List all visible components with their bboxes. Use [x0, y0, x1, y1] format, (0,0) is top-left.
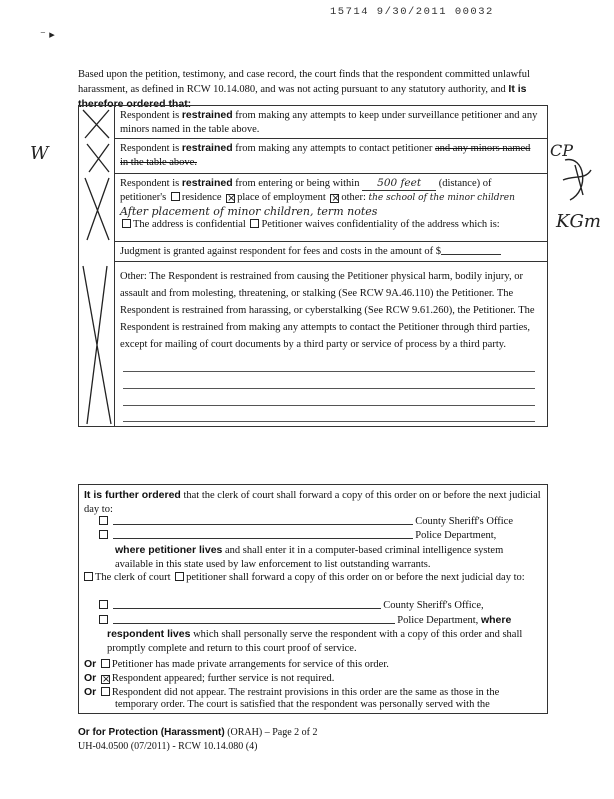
- police2-blank[interactable]: [113, 614, 395, 624]
- residence-checkbox[interactable]: [171, 192, 180, 201]
- r3-text-a: Respondent is: [120, 178, 182, 189]
- r2-bold: restrained: [181, 142, 233, 154]
- order-row-distance: [114, 174, 547, 242]
- order-row-judgment: [114, 242, 547, 262]
- blank-line: [123, 371, 535, 372]
- orders-table: [78, 105, 548, 427]
- r4-text: Judgment is granted against respondent for fees and costs in the amount of $: [120, 246, 442, 257]
- r3-waive: Petitioner waives confidentiality of the address which is:: [261, 219, 500, 231]
- r1-bold: restrained: [181, 109, 233, 121]
- footer-title-rest: (ORAH) – Page 2 of 2: [224, 727, 318, 738]
- r3-text-e: petitioner's: [120, 192, 169, 204]
- r3-employment: place of employment: [237, 192, 326, 204]
- r3-text-c: from entering or being within: [232, 178, 363, 189]
- employment-checkbox[interactable]: [226, 194, 235, 203]
- police1-checkbox[interactable]: [99, 530, 108, 539]
- r2-text-c: from making any attempts to contact petitioner: [232, 143, 435, 154]
- r1-text-c: from making any attempts to keep under surveillance petitioner and any minors named in the table above.: [120, 110, 538, 136]
- confidential-checkbox[interactable]: [122, 219, 131, 228]
- r2-text-a: Respondent is: [120, 143, 182, 154]
- police1-label: Police Department,: [415, 530, 497, 541]
- filing-stamp: 15714 9/30/2011 00032: [330, 6, 494, 18]
- or2-text: Respondent appeared; further service is not required.: [111, 673, 335, 684]
- r3-residence: residence: [181, 192, 222, 204]
- right-margin-initials-1: CP: [550, 141, 574, 160]
- scan-mark: ⁻ ▸: [40, 28, 55, 41]
- sheriff1-checkbox[interactable]: [99, 516, 108, 525]
- sheriff2-blank[interactable]: [113, 599, 381, 609]
- intro-text: Based upon the petition, testimony, and case record, the court finds that the respondent committed unlawful harassment, as defined in RCW 10.14.080, and was not acting pursuant to any statutory authority, and: [78, 69, 530, 96]
- further-text: that the clerk of court shall forward a copy of this order on or before the next judicial day to:: [84, 490, 541, 516]
- or3-text-b: temporary order. The court is satisfied that the respondent was personally served with the: [115, 699, 490, 710]
- r3-bold: restrained: [181, 177, 233, 189]
- police2-label: Police Department,: [397, 615, 481, 626]
- order-row-contact: [114, 139, 547, 174]
- clerk-text-b: petitioner shall forward a copy of this order on or before the next judicial day to:: [186, 572, 525, 583]
- order-row-surveillance: [114, 106, 547, 139]
- r3-other-handwritten: the school of the minor children: [368, 193, 515, 204]
- r3-other: other:: [341, 192, 366, 204]
- did-not-appear-checkbox[interactable]: [101, 687, 110, 696]
- or3-text-a: Respondent did not appear. The restraint provisions in this order are the same as those in the: [111, 687, 500, 698]
- respondent-lives-bold: respondent lives: [107, 628, 191, 640]
- left-margin-initials: W: [30, 143, 49, 164]
- r3-text-d: (distance) of: [436, 178, 492, 189]
- footer-title-bold: Or for Protection (Harassment): [78, 727, 225, 738]
- form-title: [78, 726, 317, 740]
- where-petitioner-text: and shall enter it in a computer-based criminal intelligence system available in this state used by law enforcement to list outstanding warrants.: [115, 545, 504, 571]
- or-label: Or: [84, 672, 97, 684]
- r5-text: Other: The Respondent is restrained from causing the Petitioner physical harm, bodily injury, or assault and from molesting, threatening, or stalking (See RCW 9A.46.110) the Petitioner. The Respondent is restrained from harassing, or cyberstalking (See RCW 9.61.260), the Petitioner. The Respondent is restrained from making any attempts to contact the Petitioner through third parties, except for mailing of court documents by a third party or service of process by a third party.: [120, 271, 535, 350]
- waive-checkbox[interactable]: [250, 219, 259, 228]
- r3-distance-handwritten: 500 feet: [362, 176, 436, 191]
- where-bold: where: [480, 614, 512, 626]
- r2-strikethrough: and any minors named in the table above.: [120, 143, 531, 169]
- police1-blank[interactable]: [113, 529, 413, 539]
- private-service-checkbox[interactable]: [101, 659, 110, 668]
- sheriff1-label: County Sheriff's Office: [415, 516, 513, 527]
- further-bold: It is further ordered: [84, 489, 181, 501]
- right-margin-initials-2: KGm: [556, 211, 601, 232]
- respondent-lives-text: which shall personally serve the respondent with a copy of this order and shall promptly complete and return to this court proof of service.: [107, 629, 523, 655]
- r3-confidential: The address is confidential: [133, 219, 246, 231]
- r1-text-a: Respondent is: [120, 110, 182, 121]
- form-number: UH-04.0500 (07/2011) - RCW 10.14.080 (4): [78, 741, 258, 752]
- clerk-checkbox[interactable]: [84, 572, 93, 581]
- clerk-text-a: The clerk of court: [95, 572, 174, 583]
- blank-line: [123, 405, 535, 406]
- handwritten-x-marks: [79, 106, 115, 428]
- sheriff2-label: County Sheriff's Office,: [383, 600, 484, 611]
- blank-line: [123, 388, 535, 389]
- further-orders-box: [78, 484, 548, 714]
- or-label: Or: [84, 686, 97, 698]
- respondent-appeared-checkbox[interactable]: [101, 675, 110, 684]
- sheriff2-checkbox[interactable]: [99, 600, 108, 609]
- other-checkbox[interactable]: [330, 194, 339, 203]
- intro-bold: It is therefore ordered that:: [78, 83, 527, 111]
- margin-signature: [555, 150, 595, 210]
- where-petitioner-bold: where petitioner lives: [115, 544, 223, 556]
- police2-checkbox[interactable]: [99, 615, 108, 624]
- sheriff1-blank[interactable]: [113, 515, 413, 525]
- or-label: Or: [84, 658, 97, 670]
- amount-blank[interactable]: [441, 245, 501, 255]
- order-row-other: [114, 262, 547, 428]
- r3-handwritten-note: After placement of minor children, term notes: [120, 205, 378, 219]
- petitioner-forward-checkbox[interactable]: [175, 572, 184, 581]
- or1-text: Petitioner has made private arrangements for service of this order.: [111, 659, 389, 670]
- blank-line: [123, 421, 535, 422]
